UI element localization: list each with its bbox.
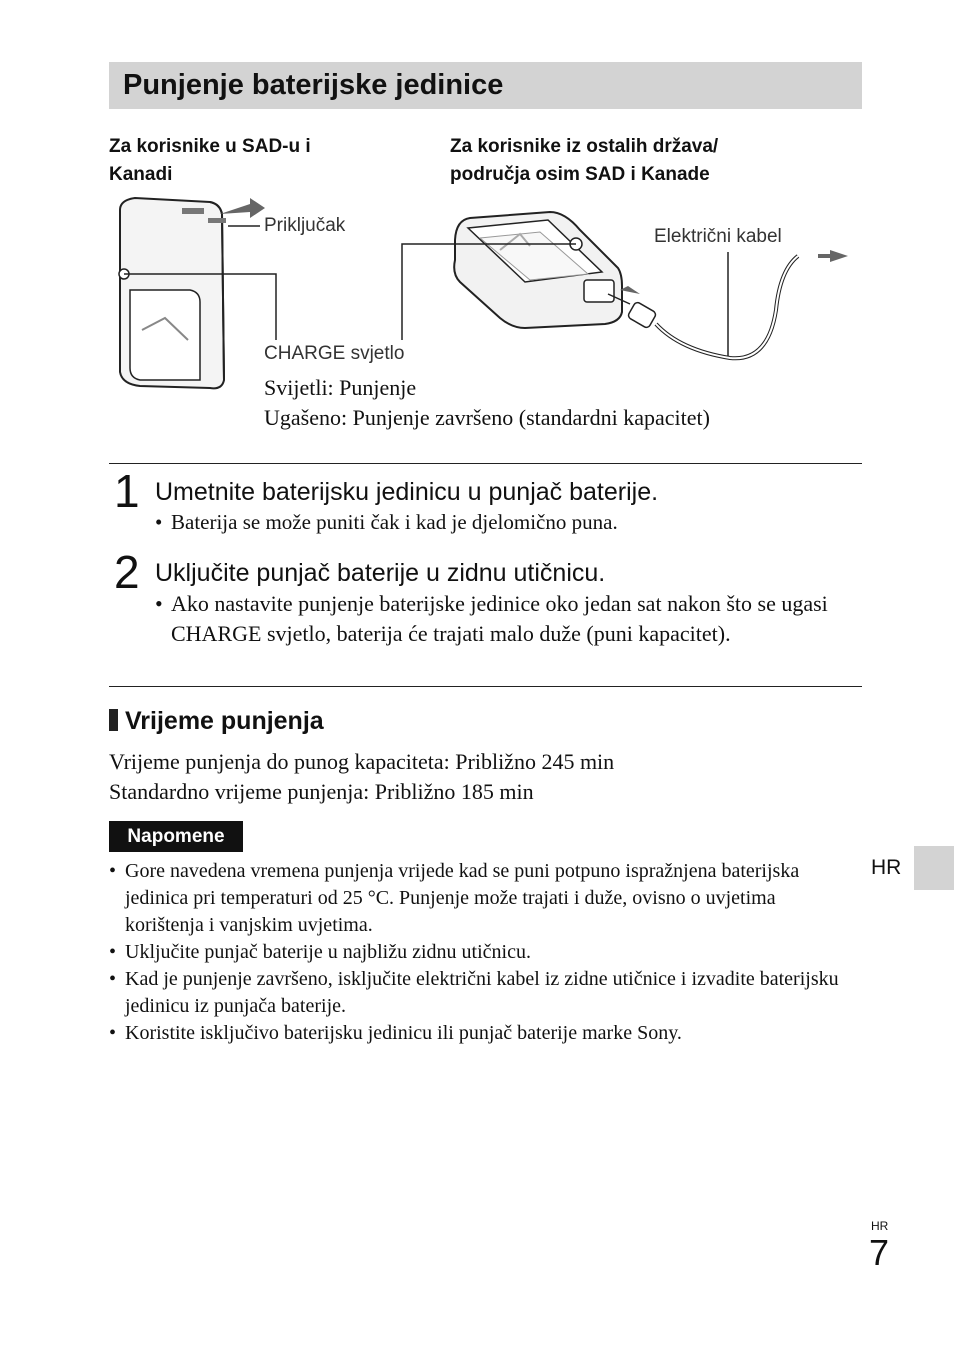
label-cable: Električni kabel [654, 226, 782, 247]
charging-time-text [109, 747, 614, 807]
page-number: 7 [869, 1232, 890, 1273]
page-language: HR [871, 1219, 889, 1233]
side-tab [914, 846, 954, 890]
charge-lamp-description [264, 373, 710, 433]
desktop-charger [454, 212, 848, 358]
section-heading-text: Vrijeme punjenja [125, 707, 324, 735]
section-marker-icon [109, 709, 118, 731]
label-plug: Priključak [264, 215, 346, 236]
list-item: • Kad je punjenje završeno, isključite električni kabel iz zidne utičnice i izvadite baterijsku jedinicu iz punjača baterije. [109, 966, 859, 1020]
page-title: Punjenje baterijske jedinice [123, 69, 504, 101]
caption-line: Kanadi [109, 164, 173, 185]
step-number: 1 [114, 465, 140, 517]
section-title-bar [109, 62, 862, 109]
caption-line: Za korisnike iz ostalih država/ [450, 136, 719, 157]
list-item: • Koristite isključivo baterijsku jedinicu ili punjač baterije marke Sony. [109, 1020, 859, 1047]
list-item: • Gore navedena vremena punjenja vrijede kad se puni potpuno ispražnjena baterijska jedinica pri temperaturi od 25 °C. Punjenje može trajati i duže, ovisno o uvjetima korištenja i vanjskim uvjetima. [109, 858, 859, 939]
step-bullets [155, 589, 862, 649]
section-heading [109, 707, 324, 736]
side-language-label: HR [871, 856, 902, 879]
caption-other-countries [450, 133, 718, 189]
list-item: • Ako nastavite punjenje baterijske jedinice oko jedan sat nakon što se ugasi CHARGE svjetlo, baterija će trajati malo duže (puni kapacitet). [155, 589, 862, 649]
charger-illustration [100, 190, 870, 400]
label-charge-lamp: CHARGE svjetlo [264, 343, 405, 364]
notes-list [109, 858, 859, 1047]
notes-badge: Napomene [109, 821, 243, 852]
caption-line: područja osim SAD i Kanade [450, 164, 710, 185]
charge-on-text: Svijetli: Punjenje [264, 375, 417, 400]
divider-bottom [109, 686, 862, 687]
list-item: • Baterija se može puniti čak i kad je djelomično puna. [155, 509, 860, 536]
step-bullets [155, 509, 860, 536]
step-title: Umetnite baterijsku jedinicu u punjač baterije. [155, 478, 659, 506]
step-number: 2 [114, 546, 140, 598]
divider-top [109, 463, 862, 464]
caption-line: Za korisnike u SAD-u i [109, 136, 311, 157]
standard-charge-time: Standardno vrijeme punjenja: Približno 185 min [109, 779, 534, 804]
full-charge-time: Vrijeme punjenja do punog kapaciteta: Približno 245 min [109, 749, 615, 774]
list-item: • Uključite punjač baterije u najbližu zidnu utičnicu. [109, 939, 859, 966]
charge-off-text: Ugašeno: Punjenje završeno (standardni kapacitet) [264, 405, 710, 430]
step-title: Uključite punjač baterije u zidnu utičnicu. [155, 559, 606, 587]
caption-usa-canada [109, 133, 311, 189]
